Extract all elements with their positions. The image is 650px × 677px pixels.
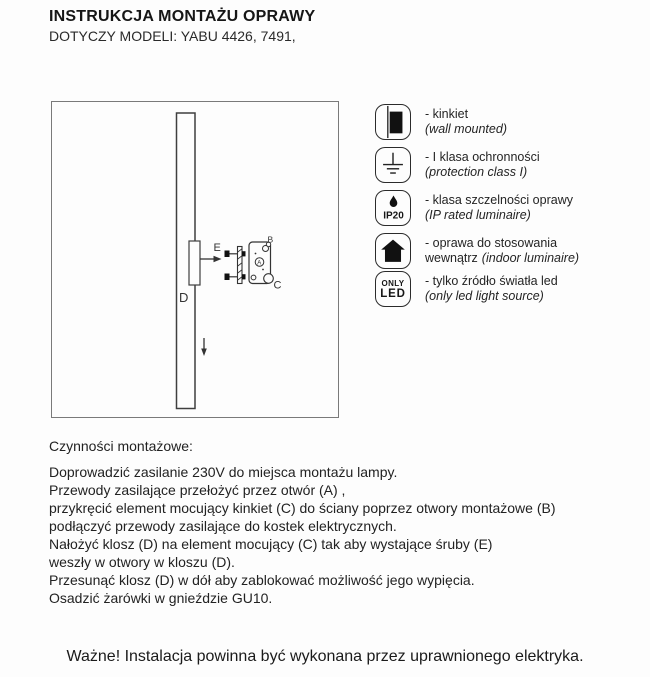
bracket-screws bbox=[225, 247, 246, 284]
ip20-icon bbox=[375, 190, 411, 226]
legend-label-en: (IP rated luminaire) bbox=[425, 208, 531, 222]
instruction-line: podłączyć przewody zasilające do kostek elektrycznych. bbox=[49, 518, 397, 534]
ip-rating-text: IP20 bbox=[382, 210, 404, 221]
legend-label-pl: - oprawa do stosowania bbox=[425, 236, 558, 250]
instructions-heading: Czynności montażowe: bbox=[49, 438, 193, 454]
legend-row-only-led bbox=[375, 271, 558, 307]
model-subtitle: DOTYCZY MODELI: YABU 4426, 7491, bbox=[49, 28, 296, 44]
legend-label-en: (protection class I) bbox=[425, 165, 528, 179]
page-title: INSTRUKCJA MONTAŻU OPRAWY bbox=[49, 8, 316, 25]
label-holes-b: B bbox=[267, 234, 274, 245]
label-screws-e: E bbox=[213, 242, 221, 254]
instruction-line: Doprowadzić zasilanie 230V do miejsca montażu lampy. bbox=[49, 464, 398, 480]
installation-diagram bbox=[52, 102, 338, 417]
legend-label-pl: - kinkiet bbox=[425, 107, 469, 121]
arrow-right-icon bbox=[200, 256, 222, 262]
legend-row-ip20 bbox=[375, 190, 573, 226]
water-drop-icon bbox=[389, 195, 397, 207]
protection-class-icon bbox=[375, 147, 411, 183]
instruction-line: weszły w otwory w kloszu (D). bbox=[49, 554, 235, 570]
diagram-box bbox=[51, 101, 339, 418]
legend-label-pl: - I klasa ochronności bbox=[425, 150, 540, 164]
screw-top bbox=[225, 251, 230, 258]
legend-row-protection-class bbox=[375, 147, 540, 183]
instruction-line: Nałożyć klosz (D) na element mocujący (C) tak aby wystające śruby (E) bbox=[49, 536, 493, 552]
legend-label-en: (indoor luminaire) bbox=[481, 251, 580, 265]
legend-label-en: (only led light source) bbox=[425, 289, 544, 303]
mounting-hole-bottom bbox=[251, 275, 256, 280]
label-wire-hole-a: A bbox=[257, 260, 262, 267]
label-bracket-c: C bbox=[273, 279, 282, 292]
screw-bottom bbox=[225, 274, 230, 281]
indoor-icon bbox=[375, 233, 411, 269]
label-shade-d: D bbox=[179, 290, 189, 305]
led-text: LED bbox=[380, 287, 406, 300]
socket-circle bbox=[264, 274, 274, 284]
only-text: ONLY bbox=[381, 278, 405, 288]
mounting-hole-top bbox=[263, 246, 269, 252]
house-icon bbox=[381, 240, 405, 262]
arrow-down-icon bbox=[201, 338, 207, 356]
instruction-line: przykręcić element mocujący kinkiet (C) do ściany poprzez otwory montażowe (B) bbox=[49, 500, 556, 516]
mounting-slot bbox=[189, 241, 200, 285]
instructions-list bbox=[49, 463, 556, 607]
instruction-line: Osadzić żarówki w gnieździe GU10. bbox=[49, 590, 273, 606]
legend-row-wall-mounted bbox=[375, 104, 507, 140]
legend-label-pl: - tylko źródło światła led bbox=[425, 274, 558, 288]
instruction-line: Przesunąć klosz (D) w dół aby zablokować możliwość jego wypięcia. bbox=[49, 572, 475, 588]
instruction-line: Przewody zasilające przełożyć przez otwór (A) , bbox=[49, 482, 346, 498]
legend-label-en: (wall mounted) bbox=[425, 122, 507, 136]
only-led-icon bbox=[375, 271, 411, 307]
legend-label-pl: - klasa szczelności oprawy bbox=[425, 193, 573, 207]
legend-row-indoor: - oprawa do stosowania wewnątrz (indoor luminaire) bbox=[375, 233, 579, 269]
warning-text: Ważne! Instalacja powinna być wykonana przez uprawnionego elektryka. bbox=[66, 648, 584, 665]
wall-mounted-icon bbox=[375, 104, 411, 140]
